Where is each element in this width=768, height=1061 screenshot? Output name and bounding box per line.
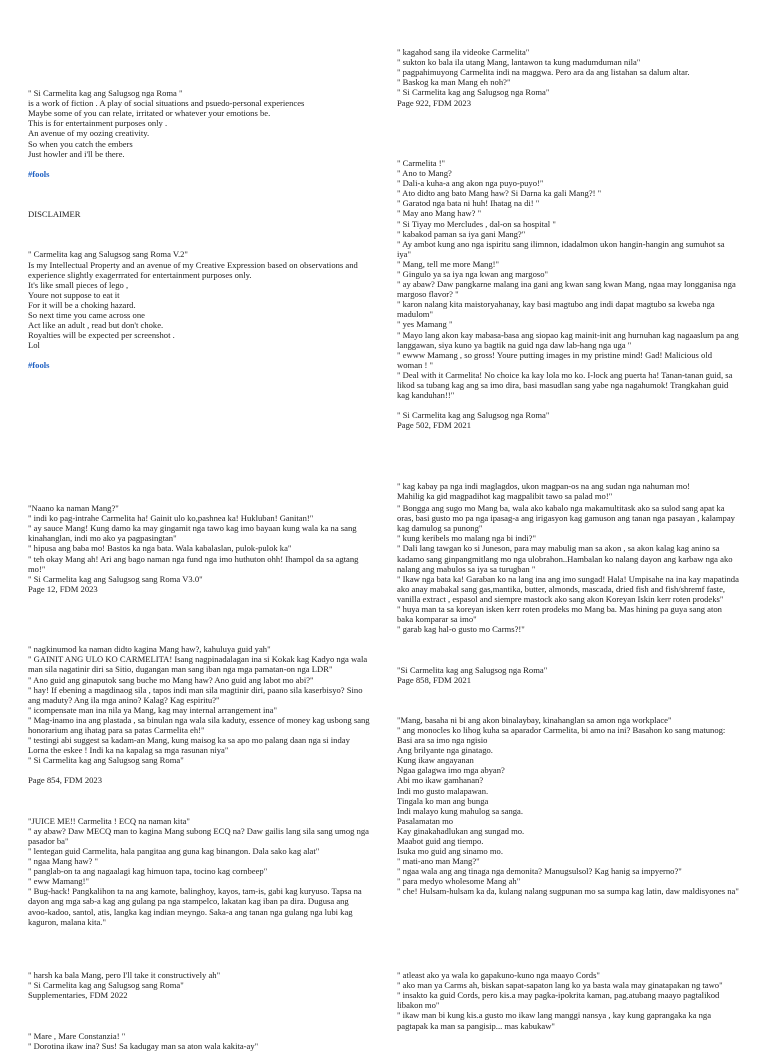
dialogue-block: " Carmelita !" " Ano to Mang? " Dali-a kuha-a ang akon nga puyo-puyo!" " Ato didto ang bato Mang haw? Si Darna ka gali Mang?! " " Garatod nga bata ni huh! Ihatag na di! " " May ano Mang haw? " " Si Tiyay mo Mercludes , dal-on sa hospital " " kabakod paman sa iya gani Mang?" " Ay ambot kung ano nga ispiritu sang ilimnon, idadalmon ukon hangin-hangin ang sumuhot sa iya" " Mang, tell me more Mang!" " Gingulo ya sa iya nga kwan ang margoso" " ay abaw? Daw pangkarne malang ina gani ang kwan sang kwan Mang, ngaa may longganisa nga margoso flavor? " " karon nalang kita maistoryahanay, kay basi magtubo ang indi dapat magtubo sa kweba nga madulom" " yes Mamang " " Mayo lang akon kay mabasa-basa ang siopao kag mainit-init ang hurnuhan kag nagaaslum pa ang langgawan, siya kuno ya bagtik na guid nga daw lab-hang nga uga " " ewww Mamang , so gross! Youre putting images in my pristine mind! Gad! Malicious old woman ! " " Deal with it Carmelita! No choice ka kay lola mo ko. I-lock ang puerta ha! Tanan-tanan guid, sa likod sa tubang kag ang sa imo dira, basi masudlan sang yabe nga nagahumok! Trangkahan guid kag kanduhan!!" " Si Carmelita kag ang Salugsog nga Roma" Page 502, FDM 2021: [397, 157, 739, 431]
dialogue-block: " Mare , Mare Constanzia! " " Dorotina ikaw ina? Sus! Sa kadugay man sa aton wala kakita-ay": [28, 1030, 259, 1051]
dialogue-block: " atleast ako ya wala ko gapakuno-kuno nga maayo Cords" " ako man ya Carms ah, biskan sapat-sapaton lang ko ya basta wala may ginatapakan ng tawo" " insakto ka guid Cords, pero kis.a may pagka-ipokrita kaman, pag.atubang maayo pagtalikod libakon mo" " ikaw man bi kung kis.a gusto mo ikaw lang manggi nansya , kay kung gaprangaka ka nga pagtapak ka man sa pangisip... mas kabukaw": [397, 970, 723, 1031]
dialogue-block: " Bongga ang sugo mo Mang ba, wala ako kabalo nga makamultitask ako sa sulod sang apat ka oras, basi gusto mo pa nga ipasag-a ang irigasyon kag gamuson ang tanan nga pasayan , kalampay kag damulog sa punong" " kung keribels mo malang nga bi indi?" " Dali lang tawgan ko si Juneson, para may mabulig man sa akon , sa akon kalag kag anino sa kadamo sang ginpangmitlang mo nga ulobrahon..Hambalan ko nalang dayon ang karbaw nga ako nalang ang mabulos sa iya sa turugban " " Ikaw nga bata ka! Garaban ko na lang ina ang imo sungad! Hala! Umpisahe na ina kay mapatinda ako anay mabakal sang gas,mantika, butter, almonds, mascada, dried fish and fish/shremf faste, vanilla extract , espasol and siempre mastock ako sang akon Koreyan Iskin kerr roten prodeks" " huya man ta sa koreyan isken kerr roten prodeks mo Mang ba. Mas hining pa guya sang aton baka komparar sa imo" " garab kag hal-o gusto mo Carms?!": [397, 503, 739, 635]
source-citation: "Si Carmelita kag ang Salugsog nga Roma" Page 858, FDM 2021: [397, 664, 548, 685]
dialogue-block: "Mang, basaha ni bi ang akon binalaybay, kinahanglan sa amon nga workplace" " ang monocles ko lihog kuha sa aparador Carmelita, bi amo na ini? Basahon ko sang matunog: Basi ara sa imo nga ngisio Ang brilyante nga ginatago. Kung ikaw angayanan Ngaa galagwa imo mga abyan? Abi mo ikaw gamhanan? Indi mo gusto malapawan. Tingala ko man ang bunga Indi malayo kung mahulog sa sanga. Pasalamatan mo Kay ginakahadlukan ang sungad mo. Maabot guid ang tiempo. Isuka mo guid ang sinamo mo. " mati-ano man Mang?" " ngaa wala ang ang tinaga nga demonita? Manugsulsol? Kag hanig sa impyerno?" " para medyo wholesome Mang ah" " che! Hulsam-hulsam ka da, kulang nalang sugpunan mo sa sumpa kag latin, daw maldisyones na": [397, 714, 739, 897]
dialogue-block: " nagkinumod ka naman didto kagina Mang haw?, kahuluya guid yah" " GAINIT ANG ULO KO CARMELITA! Isang nagpinadalagan ina si Kokak kag Kadyo nga wala man sila nagatinir diri sa Sitio, dugangan man sang iban nga mga pamatan-on nga LDR" " Ano guid ang ginaputok sang buche mo Mang haw? Ano guid ang labot mo abi?" " hay! If ebening a magdinaog sila , tapos indi man sila magtinir diri, paano sila kaserbisyo? Sino ang maduty? Ang ila mga anino? Kalag? Kag espiritu?" " icompensate man ina nila ya Mang, kag may internal arrangement ina" " Mag-inamo ina ang plastada , sa binulan nga wala sila kaduty, essence of money kag usbong sang honorarium ang ihatag para sa patas Carmelita eh!" " testingi abi suggest sa kadam-an Mang, kung maisog ka sa apo mo palang daan nga si inday Lorna the eskee ! Indi ka na kapalag sa mga rasunan niya" " Si Carmelita kag ang Salugsog sang Roma" Page 854, FDM 2023: [28, 644, 370, 786]
text-panel-6: [397, 960, 739, 1041]
text-panel-4: [397, 493, 739, 907]
dialogue-block: " harsh ka bala Mang, pero I'll take it constructively ah" " Si Carmelita kag ang Salugsog sang Roma" Supplementaries, FDM 2022: [28, 970, 221, 1001]
spacer: [28, 189, 370, 199]
hashtag-link[interactable]: #fools: [28, 360, 50, 371]
text-panel-3: [28, 493, 370, 937]
spacer: [28, 796, 370, 806]
spacer: [397, 441, 739, 451]
spacer: [28, 604, 370, 614]
dialogue-block: "Naano ka naman Mang?" " indi ko pag-intrahe Carmelita ha! Gainit ulo ko,pashnea ka! Hukluban! Ganitan!" " ay sauce Mang! Kung damo ka may gingamit nga tawo kag imo bayaan kung wala ka na sang kinahanglan, indi mo ako ya pagpasingtan" " hipusa ang baba mo! Bastos ka nga bata. Wala kabalaslan, pulok-pulok ka" " teh okay Mang ah! Ari ang bago naman nga fund nga imo huthuton ohh! Ihampol da sa agtang mo!" " Si Carmelita kag ang Salugsog sang Roma V3.0" Page 12, FDM 2023: [28, 503, 359, 594]
spacer: [397, 461, 739, 471]
dialogue-block: " kagahod sang ila videoke Carmelita" " sukton ko bala ila utang Mang, lantawon ta kung madumduman nila" " pagpahimuyong Carmelita indi na maggwa. Pero ara da ang listahan sa dalum altar. " Baskog ka man Mang eh noh?" " Si Carmelita kag ang Salugsog nga Roma" Page 922, FDM 2023: [397, 47, 690, 108]
hashtag-link[interactable]: #fools: [28, 168, 50, 179]
spacer: [28, 1010, 370, 1020]
text-panel-1: [28, 78, 370, 381]
text-panel-5: [28, 960, 370, 1061]
disclaimer-body: " Carmelita kag ang Salugsog sang Roma V.2" Is my Intellectual Property and an avenue of my Creative Expression based on observations and experience slightly exagerrrated for entertainment purposes only. It's like small pieces of lego , Youre not suppose to eat it For it will be a choking hazard. So next time you came across one Act like an adult , read but don't choke. Royalties will be expected per screenshot . Lol: [28, 249, 358, 351]
text-panel-2: [397, 37, 739, 511]
spacer: [28, 229, 370, 239]
dialogue-block: "JUICE ME!! Carmelita ! ECQ na naman kita" " ay abaw? Daw MECQ man to kagina Mang subong ECQ na? Daw gailis lang sila sang umog nga pasador ba" " lentegan guid Carmelita, hala pangitaa ang guna kag binangon. Dala sako kag alat" " ngaa Mang haw? " " panglab-on ta ang nagaalagi kag himuon tapa, tocino kag cornbeep" " eww Mamang!" " Bug-hack! Pangkalihon ta na ang kamote, balinghoy, kayos, tam-is, gabi kag kuryuso. Tapsa na dayon ang mga sab-a kag ang gulang pa nga stampelco, lakatan kag iban pa dira. Dugusa ang avoo-kadoo, santol, atis, langka kag indian meyngo. Saka-a ang tanan nga gulang nga lubi kag kaguron, malana kita.": [28, 815, 369, 927]
spacer: [397, 118, 739, 128]
dialogue-block: " kag kabay pa nga indi maglagdos, ukon magpan-os na ang sudan nga nahuman mo! Mahilig ka gid magpadihot kag magpalibit tawo sa palad mo!": [397, 480, 690, 501]
intro-text: " Si Carmelita kag ang Salugsog nga Roma " is a work of fiction . A play of social situations and psuedo-personal experiences Maybe some of you can relate, irritated or whatever your emotions be. This is for entertainment purposes only . An avenue of my oozing creativity. So when you catch the embers Just howler and i'll be there.: [28, 88, 305, 159]
spacer: [397, 138, 739, 148]
spacer: [397, 695, 739, 705]
spacer: [28, 624, 370, 634]
disclaimer-title: DISCLAIMER: [28, 209, 81, 220]
spacer: [397, 644, 739, 654]
